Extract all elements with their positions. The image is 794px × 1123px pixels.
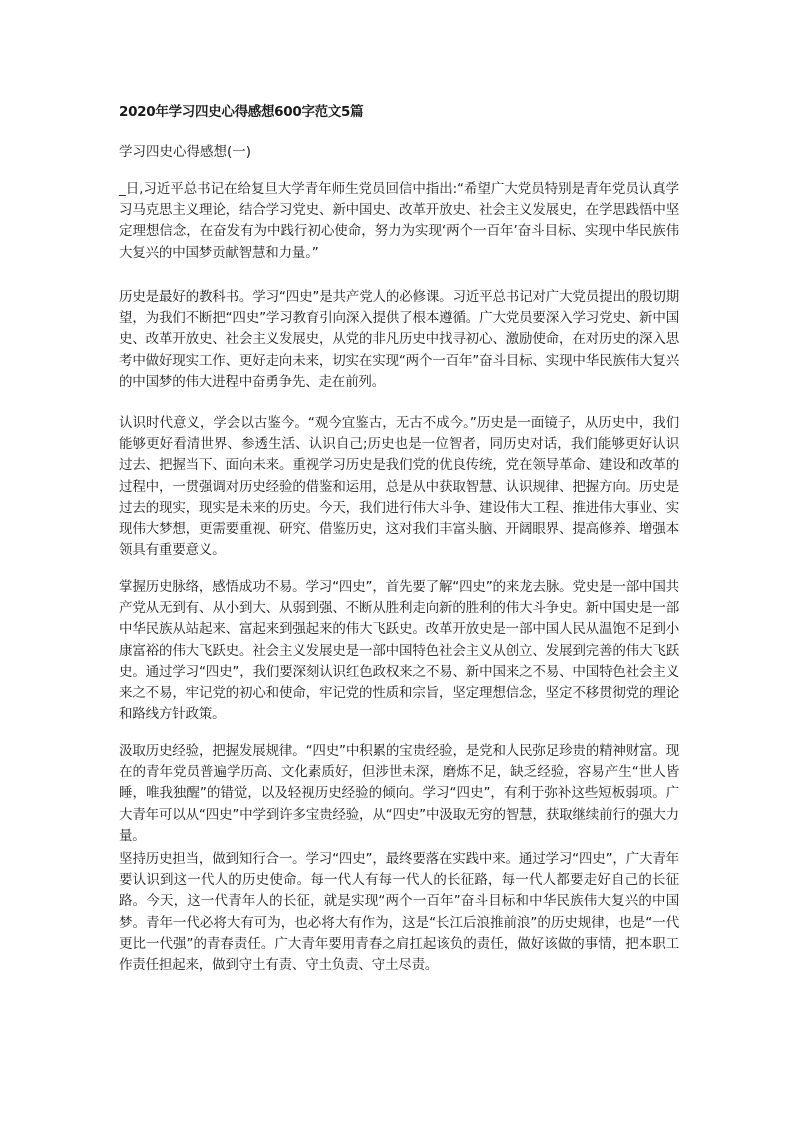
paragraph: 历史是最好的教科书。学习“四史”是共产党人的必修课。习近平总书记对广大党员提出的殷切期望，为我们不断把“四史”学习教育引向深入提供了根本遵循。广大党员要深入学习党史、新中国史、改革开放史、社会主义发展史，从党的非凡历史中找寻初心、激励使命，在对历史的深入思考中做好现实工作、更好走向未来，切实在实现“两个一百年”奋斗目标、实现中华民族伟大复兴的中国梦的伟大进程中奋勇争先、走在前列。 bbox=[119, 289, 679, 390]
section-heading: 学习四史心得感想(一) bbox=[119, 144, 252, 160]
paragraph: 汲取历史经验，把握发展规律。“四史”中积累的宝贵经验，是党和人民弥足珍贵的精神财富。现在的青年党员普遍学历高、文化素质好，但涉世未深，磨炼不足，缺乏经验，容易产生“世人皆睡，唯我独醒”的错觉，以及轻视历史经验的倾向。学习“四史”，有利于弥补这些短板弱项。广大青年可以从“四史”中学到许多宝贵经验，从“四史”中汲取无穷的智慧，获取继续前行的强大力量。 bbox=[119, 743, 679, 844]
paragraph: 掌握历史脉络，感悟成功不易。学习“四史”，首先要了解“四史”的来龙去脉。党史是一部中国共产党从无到有、从小到大、从弱到强、不断从胜利走向新的胜利的伟大斗争史。新中国史是一部中华民族从站起来、富起来到强起来的伟大飞跃史。改革开放史是一部中国人民从温饱不足到小康富裕的伟大飞跃史。社会主义发展史是一部中国特色社会主义从创立、发展到完善的伟大飞跃史。通过学习“四史”，我们要深刻认识红色政权来之不易、新中国来之不易、中国特色社会主义来之不易，牢记党的初心和使命，牢记党的性质和宗旨，坚定理想信念，坚定不移贯彻党的理论和路线方针政策。 bbox=[119, 579, 679, 723]
document-title: 2020年学习四史心得感想600字范文5篇 bbox=[119, 104, 364, 120]
paragraph: 坚持历史担当，做到知行合一。学习“四史”，最终要落在实践中来。通过学习“四史”，广大青年要认识到这一代人的历史使命。每一代人有每一代人的长征路，每一代人都要走好自己的长征路。今天，这一代青年人的长征，就是实现“两个一百年”奋斗目标和中华民族伟大复兴的中国梦。青年一代必将大有可为，也必将大有作为，这是“长江后浪推前浪”的历史规律，也是“一代更比一代强”的青春责任。广大青年要用青春之肩扛起该负的责任，做好该做的事情，把本职工作责任担起来，做到守土有责、守土负责、守土尽责。 bbox=[119, 851, 679, 974]
paragraph: _日,习近平总书记在给复旦大学青年师生党员回信中指出:“希望广大党员特别是青年党员认真学习马克思主义理论，结合学习党史、新中国史、改革开放史、社会主义发展史，在学思践悟中坚定理想信念，在奋发有为中践行初心使命，努力为实现‘两个一百年’奋斗目标、实现中华民族伟大复兴的中国梦贡献智慧和力量。” bbox=[119, 181, 679, 261]
paragraph: 认识时代意义，学会以古鉴今。“观今宜鉴古，无古不成今。”历史是一面镜子，从历史中，我们能够更好看清世界、参透生活、认识自己;历史也是一位智者，同历史对话，我们能够更好认识过去、把握当下、面向未来。重视学习历史是我们党的优良传统，党在领导革命、建设和改革的过程中，一贯强调对历史经验的借鉴和运用，总是从中获取智慧、认识规律、把握方向。历史是过去的现实，现实是未来的历史。今天，我们进行伟大斗争、建设伟大工程、推进伟大事业、实现伟大梦想，更需要重视、研究、借鉴历史，这对我们丰富头脑、开阔眼界、提高修养、增强本领具有重要意义。 bbox=[119, 415, 679, 559]
